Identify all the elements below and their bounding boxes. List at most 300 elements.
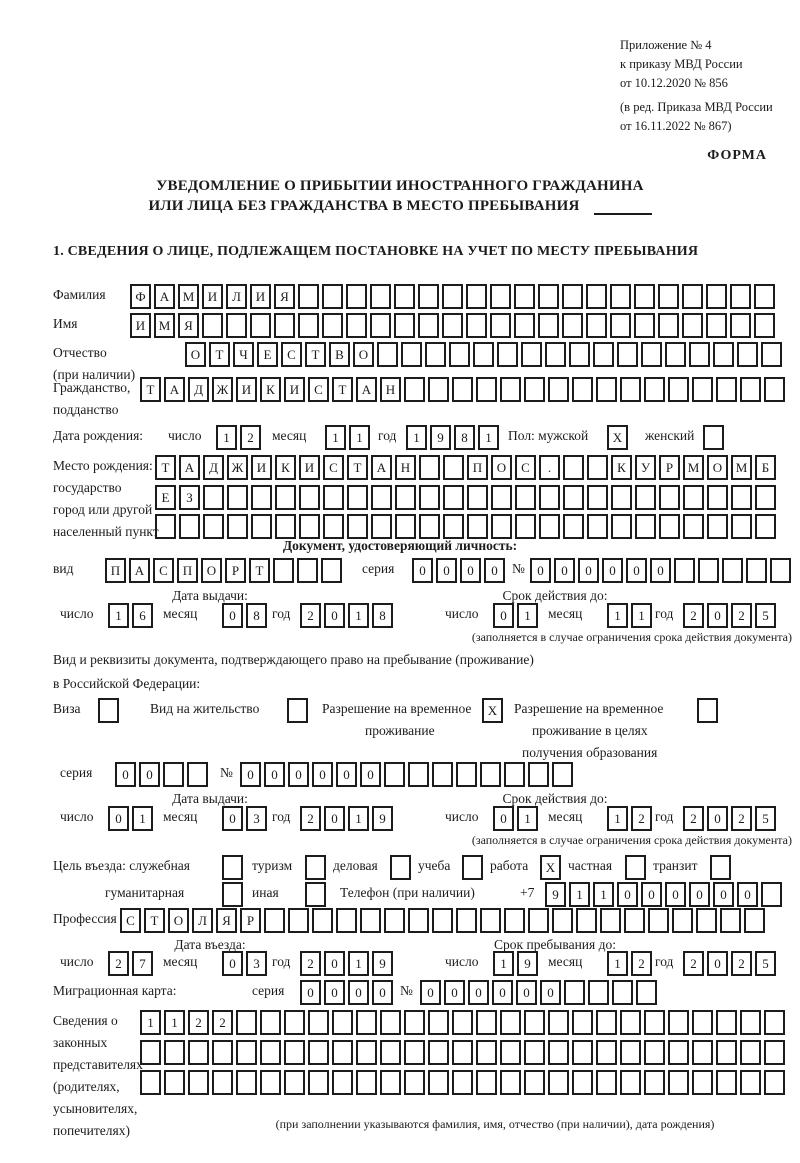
form-cell[interactable]: И xyxy=(251,455,272,480)
form-cell[interactable] xyxy=(620,1040,641,1065)
form-cell[interactable] xyxy=(539,514,560,539)
form-cell[interactable] xyxy=(419,485,440,510)
form-cell[interactable]: 0 xyxy=(324,951,345,976)
form-cell[interactable] xyxy=(394,284,415,309)
form-cell[interactable]: Д xyxy=(203,455,224,480)
form-cell[interactable] xyxy=(755,514,776,539)
form-cell[interactable] xyxy=(740,1040,761,1065)
form-cell[interactable] xyxy=(740,377,761,402)
form-cell[interactable] xyxy=(347,485,368,510)
form-cell[interactable]: С xyxy=(323,455,344,480)
form-cell[interactable] xyxy=(442,313,463,338)
form-cell[interactable] xyxy=(443,485,464,510)
form-cell[interactable]: 0 xyxy=(324,806,345,831)
form-cell[interactable]: П xyxy=(467,455,488,480)
form-cell[interactable] xyxy=(504,908,525,933)
form-cell[interactable] xyxy=(682,284,703,309)
form-cell[interactable]: Ж xyxy=(212,377,233,402)
form-cell[interactable]: 1 xyxy=(216,425,237,450)
form-cell[interactable] xyxy=(203,485,224,510)
form-cell[interactable] xyxy=(665,342,686,367)
form-cell[interactable] xyxy=(449,342,470,367)
form-cell[interactable] xyxy=(491,514,512,539)
form-cell[interactable]: 0 xyxy=(436,558,457,583)
form-cell[interactable]: 0 xyxy=(222,951,243,976)
form-cell[interactable]: 0 xyxy=(460,558,481,583)
form-cell[interactable] xyxy=(490,284,511,309)
form-cell[interactable]: П xyxy=(177,558,198,583)
form-cell[interactable]: О xyxy=(168,908,189,933)
form-cell[interactable] xyxy=(692,1070,713,1095)
form-cell[interactable] xyxy=(689,342,710,367)
form-cell[interactable] xyxy=(155,514,176,539)
form-cell[interactable]: 8 xyxy=(372,603,393,628)
form-cell[interactable] xyxy=(515,514,536,539)
form-cell[interactable] xyxy=(332,1040,353,1065)
form-cell[interactable]: Т xyxy=(140,377,161,402)
form-cell[interactable]: 1 xyxy=(493,951,514,976)
form-cell[interactable] xyxy=(706,313,727,338)
form-cell[interactable]: А xyxy=(356,377,377,402)
form-cell[interactable] xyxy=(620,377,641,402)
form-cell[interactable] xyxy=(452,1040,473,1065)
form-cell[interactable]: 2 xyxy=(188,1010,209,1035)
form-cell[interactable] xyxy=(356,1040,377,1065)
form-cell[interactable]: Ч xyxy=(233,342,254,367)
form-cell[interactable] xyxy=(443,514,464,539)
form-cell[interactable] xyxy=(593,342,614,367)
form-cell[interactable] xyxy=(682,313,703,338)
form-cell[interactable] xyxy=(428,377,449,402)
form-cell[interactable]: 0 xyxy=(492,980,513,1005)
form-cell[interactable] xyxy=(659,485,680,510)
form-cell[interactable]: 9 xyxy=(372,951,393,976)
form-cell[interactable]: 2 xyxy=(631,951,652,976)
form-cell[interactable] xyxy=(297,558,318,583)
form-cell[interactable]: 1 xyxy=(569,882,590,907)
form-cell[interactable]: Я xyxy=(178,313,199,338)
form-cell[interactable] xyxy=(476,1010,497,1035)
form-cell[interactable]: 3 xyxy=(246,806,267,831)
form-cell[interactable] xyxy=(730,313,751,338)
form-cell[interactable] xyxy=(226,313,247,338)
form-cell[interactable] xyxy=(251,485,272,510)
form-cell[interactable]: 2 xyxy=(212,1010,233,1035)
form-cell[interactable]: 2 xyxy=(683,951,704,976)
form-cell[interactable] xyxy=(308,1010,329,1035)
form-cell[interactable]: Е xyxy=(155,485,176,510)
form-cell[interactable]: Л xyxy=(192,908,213,933)
form-cell[interactable] xyxy=(692,1040,713,1065)
form-cell[interactable]: А xyxy=(164,377,185,402)
form-cell[interactable] xyxy=(720,908,741,933)
form-cell[interactable] xyxy=(140,1070,161,1095)
form-cell[interactable]: Л xyxy=(226,284,247,309)
form-cell[interactable]: 2 xyxy=(731,603,752,628)
form-cell[interactable]: 0 xyxy=(444,980,465,1005)
form-cell[interactable] xyxy=(538,313,559,338)
form-cell[interactable]: И xyxy=(236,377,257,402)
form-cell[interactable] xyxy=(380,1010,401,1035)
form-cell[interactable]: С xyxy=(308,377,329,402)
form-cell[interactable] xyxy=(716,1010,737,1035)
form-cell[interactable] xyxy=(620,1010,641,1035)
form-cell[interactable] xyxy=(452,377,473,402)
form-cell[interactable]: 1 xyxy=(348,951,369,976)
form-cell[interactable] xyxy=(636,980,657,1005)
form-cell[interactable] xyxy=(443,455,464,480)
form-cell[interactable]: 5 xyxy=(755,806,776,831)
form-cell[interactable] xyxy=(298,313,319,338)
form-cell[interactable]: 5 xyxy=(755,951,776,976)
form-cell[interactable]: 0 xyxy=(420,980,441,1005)
form-cell[interactable] xyxy=(755,485,776,510)
form-cell[interactable] xyxy=(284,1040,305,1065)
form-cell[interactable] xyxy=(707,514,728,539)
form-cell[interactable] xyxy=(203,514,224,539)
form-cell[interactable] xyxy=(641,342,662,367)
form-cell[interactable] xyxy=(497,342,518,367)
form-cell[interactable] xyxy=(476,377,497,402)
form-cell[interactable] xyxy=(504,762,525,787)
form-cell[interactable]: А xyxy=(129,558,150,583)
form-cell[interactable] xyxy=(491,485,512,510)
form-cell[interactable] xyxy=(692,1010,713,1035)
form-cell[interactable] xyxy=(212,1070,233,1095)
form-cell[interactable] xyxy=(572,1040,593,1065)
form-cell[interactable]: 0 xyxy=(578,558,599,583)
form-cell[interactable]: Р xyxy=(240,908,261,933)
form-cell[interactable] xyxy=(548,377,569,402)
form-cell[interactable]: 0 xyxy=(493,603,514,628)
form-cell[interactable] xyxy=(288,908,309,933)
form-cell[interactable] xyxy=(716,1070,737,1095)
form-cell[interactable] xyxy=(564,980,585,1005)
form-cell[interactable] xyxy=(467,514,488,539)
form-cell[interactable] xyxy=(425,342,446,367)
form-cell[interactable] xyxy=(596,377,617,402)
form-cell[interactable]: О xyxy=(707,455,728,480)
form-cell[interactable]: 0 xyxy=(468,980,489,1005)
form-cell[interactable] xyxy=(659,514,680,539)
form-cell[interactable]: 1 xyxy=(517,806,538,831)
form-cell[interactable]: 5 xyxy=(755,603,776,628)
form-cell[interactable] xyxy=(770,558,791,583)
form-cell[interactable]: 2 xyxy=(683,603,704,628)
form-cell[interactable]: 0 xyxy=(412,558,433,583)
form-cell[interactable] xyxy=(716,377,737,402)
form-cell[interactable]: 1 xyxy=(406,425,427,450)
form-cell[interactable]: С xyxy=(515,455,536,480)
form-cell[interactable]: К xyxy=(260,377,281,402)
form-cell[interactable] xyxy=(500,1070,521,1095)
form-cell[interactable]: Б xyxy=(755,455,776,480)
form-cell[interactable] xyxy=(587,485,608,510)
form-cell[interactable] xyxy=(476,1040,497,1065)
form-cell[interactable]: 0 xyxy=(484,558,505,583)
form-cell[interactable] xyxy=(754,313,775,338)
form-cell[interactable]: 0 xyxy=(617,882,638,907)
form-cell[interactable] xyxy=(563,455,584,480)
form-cell[interactable] xyxy=(236,1010,257,1035)
form-cell[interactable]: А xyxy=(179,455,200,480)
form-cell[interactable]: 3 xyxy=(246,951,267,976)
form-cell[interactable] xyxy=(164,1070,185,1095)
form-cell[interactable] xyxy=(703,425,724,450)
form-cell[interactable]: 0 xyxy=(264,762,285,787)
form-cell[interactable]: И xyxy=(202,284,223,309)
form-cell[interactable] xyxy=(264,908,285,933)
form-cell[interactable] xyxy=(356,1010,377,1035)
form-cell[interactable] xyxy=(227,485,248,510)
form-cell[interactable]: И xyxy=(284,377,305,402)
form-cell[interactable] xyxy=(620,1070,641,1095)
form-cell[interactable] xyxy=(347,514,368,539)
form-cell[interactable]: 0 xyxy=(372,980,393,1005)
form-cell[interactable] xyxy=(562,284,583,309)
form-cell[interactable] xyxy=(596,1010,617,1035)
form-cell[interactable] xyxy=(514,313,535,338)
form-cell[interactable] xyxy=(672,908,693,933)
form-cell[interactable]: 9 xyxy=(545,882,566,907)
form-cell[interactable] xyxy=(456,908,477,933)
form-cell[interactable] xyxy=(612,980,633,1005)
form-cell[interactable]: 0 xyxy=(540,980,561,1005)
form-cell[interactable] xyxy=(596,1070,617,1095)
form-cell[interactable] xyxy=(408,908,429,933)
form-cell[interactable]: 2 xyxy=(631,806,652,831)
form-cell[interactable]: 1 xyxy=(631,603,652,628)
form-cell[interactable]: 0 xyxy=(324,980,345,1005)
form-cell[interactable] xyxy=(284,1070,305,1095)
form-cell[interactable] xyxy=(222,855,243,880)
form-cell[interactable]: 0 xyxy=(602,558,623,583)
form-cell[interactable]: Е xyxy=(257,342,278,367)
form-cell[interactable] xyxy=(380,1040,401,1065)
form-cell[interactable] xyxy=(548,1040,569,1065)
form-cell[interactable] xyxy=(273,558,294,583)
form-cell[interactable]: И xyxy=(250,284,271,309)
form-cell[interactable] xyxy=(587,514,608,539)
form-cell[interactable] xyxy=(390,855,411,880)
form-cell[interactable]: 1 xyxy=(593,882,614,907)
form-cell[interactable] xyxy=(305,882,326,907)
form-cell[interactable] xyxy=(754,284,775,309)
form-cell[interactable]: И xyxy=(130,313,151,338)
form-cell[interactable] xyxy=(706,284,727,309)
form-cell[interactable] xyxy=(418,284,439,309)
form-cell[interactable]: Н xyxy=(395,455,416,480)
form-cell[interactable] xyxy=(275,514,296,539)
form-cell[interactable] xyxy=(260,1010,281,1035)
form-cell[interactable] xyxy=(552,762,573,787)
form-cell[interactable]: 0 xyxy=(554,558,575,583)
form-cell[interactable] xyxy=(528,762,549,787)
form-cell[interactable] xyxy=(466,284,487,309)
form-cell[interactable] xyxy=(442,284,463,309)
form-cell[interactable] xyxy=(384,908,405,933)
form-cell[interactable]: Т xyxy=(144,908,165,933)
form-cell[interactable] xyxy=(563,514,584,539)
form-cell[interactable] xyxy=(548,1010,569,1035)
form-cell[interactable] xyxy=(371,485,392,510)
form-cell[interactable]: 0 xyxy=(650,558,671,583)
form-cell[interactable]: 0 xyxy=(139,762,160,787)
form-cell[interactable]: Т xyxy=(305,342,326,367)
form-cell[interactable]: 1 xyxy=(349,425,370,450)
form-cell[interactable]: А xyxy=(371,455,392,480)
form-cell[interactable]: 1 xyxy=(348,806,369,831)
form-cell[interactable] xyxy=(572,377,593,402)
form-cell[interactable]: 1 xyxy=(478,425,499,450)
form-cell[interactable]: М xyxy=(178,284,199,309)
form-cell[interactable]: П xyxy=(105,558,126,583)
form-cell[interactable] xyxy=(610,313,631,338)
form-cell[interactable] xyxy=(731,514,752,539)
form-cell[interactable] xyxy=(707,485,728,510)
form-cell[interactable]: 9 xyxy=(430,425,451,450)
form-cell[interactable]: 8 xyxy=(246,603,267,628)
form-cell[interactable] xyxy=(202,313,223,338)
form-cell[interactable] xyxy=(668,377,689,402)
form-cell[interactable] xyxy=(188,1070,209,1095)
form-cell[interactable]: 0 xyxy=(336,762,357,787)
form-cell[interactable] xyxy=(236,1040,257,1065)
form-cell[interactable] xyxy=(644,1070,665,1095)
form-cell[interactable]: 0 xyxy=(288,762,309,787)
form-cell[interactable] xyxy=(299,514,320,539)
form-cell[interactable]: 0 xyxy=(222,603,243,628)
form-cell[interactable] xyxy=(625,855,646,880)
form-cell[interactable] xyxy=(227,514,248,539)
form-cell[interactable]: 7 xyxy=(132,951,153,976)
form-cell[interactable]: . xyxy=(539,455,560,480)
form-cell[interactable] xyxy=(635,514,656,539)
form-cell[interactable] xyxy=(635,485,656,510)
form-cell[interactable] xyxy=(713,342,734,367)
form-cell[interactable]: Я xyxy=(216,908,237,933)
form-cell[interactable] xyxy=(683,485,704,510)
form-cell[interactable] xyxy=(648,908,669,933)
form-cell[interactable] xyxy=(308,1040,329,1065)
form-cell[interactable]: 0 xyxy=(222,806,243,831)
form-cell[interactable] xyxy=(586,313,607,338)
form-cell[interactable]: 0 xyxy=(530,558,551,583)
form-cell[interactable]: 0 xyxy=(324,603,345,628)
form-cell[interactable]: 1 xyxy=(607,603,628,628)
form-cell[interactable] xyxy=(346,284,367,309)
form-cell[interactable] xyxy=(521,342,542,367)
form-cell[interactable]: И xyxy=(299,455,320,480)
form-cell[interactable] xyxy=(611,485,632,510)
form-cell[interactable]: Т xyxy=(332,377,353,402)
form-cell[interactable] xyxy=(308,1070,329,1095)
form-cell[interactable] xyxy=(322,284,343,309)
form-cell[interactable] xyxy=(737,342,758,367)
form-cell[interactable] xyxy=(611,514,632,539)
form-cell[interactable] xyxy=(370,313,391,338)
form-cell[interactable] xyxy=(515,485,536,510)
form-cell[interactable] xyxy=(473,342,494,367)
form-cell[interactable]: 0 xyxy=(707,603,728,628)
form-cell[interactable]: 2 xyxy=(731,951,752,976)
form-cell[interactable] xyxy=(500,1010,521,1035)
form-cell[interactable]: 1 xyxy=(348,603,369,628)
form-cell[interactable] xyxy=(370,284,391,309)
form-cell[interactable] xyxy=(548,1070,569,1095)
form-cell[interactable] xyxy=(275,485,296,510)
form-cell[interactable]: Т xyxy=(249,558,270,583)
form-cell[interactable] xyxy=(528,908,549,933)
form-cell[interactable] xyxy=(576,908,597,933)
form-cell[interactable] xyxy=(764,1010,785,1035)
form-cell[interactable] xyxy=(467,485,488,510)
form-cell[interactable] xyxy=(432,762,453,787)
form-cell[interactable] xyxy=(731,485,752,510)
form-cell[interactable]: Т xyxy=(209,342,230,367)
form-cell[interactable] xyxy=(668,1070,689,1095)
form-cell[interactable]: М xyxy=(154,313,175,338)
form-cell[interactable] xyxy=(658,313,679,338)
form-cell[interactable] xyxy=(312,908,333,933)
form-cell[interactable] xyxy=(740,1010,761,1035)
form-cell[interactable] xyxy=(634,284,655,309)
form-cell[interactable]: 2 xyxy=(683,806,704,831)
form-cell[interactable] xyxy=(692,377,713,402)
form-cell[interactable]: 0 xyxy=(516,980,537,1005)
form-cell[interactable] xyxy=(299,485,320,510)
form-cell[interactable]: Р xyxy=(659,455,680,480)
form-cell[interactable]: 1 xyxy=(164,1010,185,1035)
form-cell[interactable]: 1 xyxy=(607,806,628,831)
form-cell[interactable] xyxy=(524,1040,545,1065)
form-cell[interactable] xyxy=(588,980,609,1005)
form-cell[interactable] xyxy=(696,908,717,933)
form-cell[interactable] xyxy=(418,313,439,338)
form-cell[interactable]: 0 xyxy=(115,762,136,787)
form-cell[interactable]: 1 xyxy=(607,951,628,976)
form-cell[interactable]: 2 xyxy=(300,603,321,628)
form-cell[interactable] xyxy=(596,1040,617,1065)
form-cell[interactable] xyxy=(730,284,751,309)
form-cell[interactable]: С xyxy=(281,342,302,367)
form-cell[interactable]: К xyxy=(611,455,632,480)
form-cell[interactable] xyxy=(428,1010,449,1035)
form-cell[interactable] xyxy=(552,908,573,933)
form-cell[interactable] xyxy=(668,1010,689,1035)
form-cell[interactable]: 0 xyxy=(737,882,758,907)
form-cell[interactable] xyxy=(251,514,272,539)
form-cell[interactable] xyxy=(476,1070,497,1095)
form-cell[interactable]: 8 xyxy=(454,425,475,450)
form-cell[interactable]: М xyxy=(731,455,752,480)
form-cell[interactable] xyxy=(428,1040,449,1065)
form-cell[interactable]: 0 xyxy=(312,762,333,787)
form-cell[interactable] xyxy=(236,1070,257,1095)
form-cell[interactable]: О xyxy=(491,455,512,480)
form-cell[interactable]: А xyxy=(154,284,175,309)
form-cell[interactable] xyxy=(764,1040,785,1065)
form-cell[interactable] xyxy=(698,558,719,583)
form-cell[interactable]: 0 xyxy=(626,558,647,583)
form-cell[interactable] xyxy=(419,514,440,539)
form-cell[interactable] xyxy=(371,514,392,539)
form-cell[interactable] xyxy=(384,762,405,787)
form-cell[interactable] xyxy=(572,1010,593,1035)
form-cell[interactable] xyxy=(617,342,638,367)
form-cell[interactable]: 1 xyxy=(108,603,129,628)
form-cell[interactable]: 0 xyxy=(665,882,686,907)
